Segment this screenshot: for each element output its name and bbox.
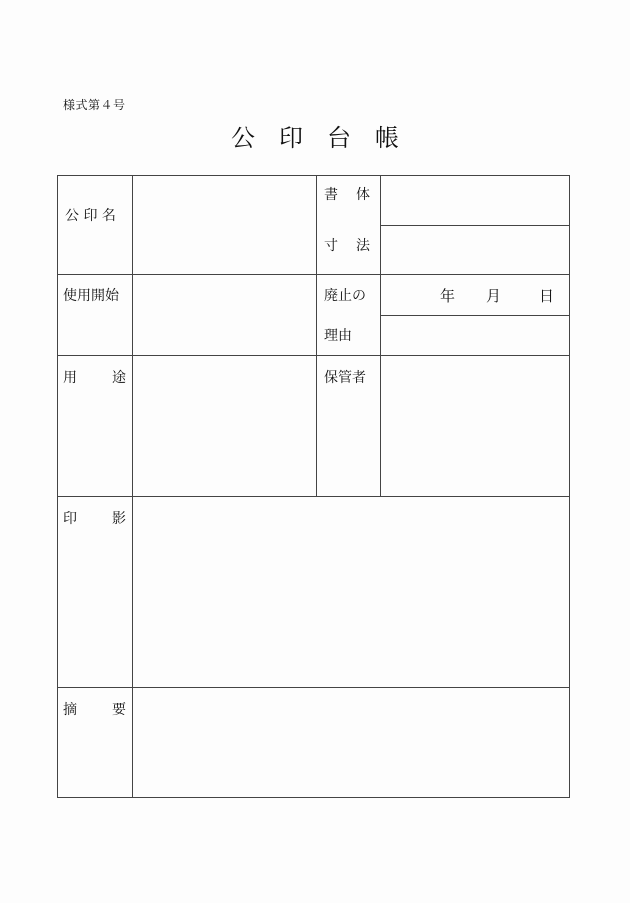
seal-name-label: 公 印 名 <box>65 208 116 224</box>
remarks-label <box>63 702 126 718</box>
typeface-label-char: 体 <box>356 187 370 203</box>
purpose-label-char: 用 <box>63 370 77 386</box>
row-divider <box>57 355 570 356</box>
page-title <box>0 118 630 153</box>
custodian-label: 保管者 <box>324 370 366 386</box>
table-border-right <box>569 175 570 798</box>
seal-impression-label <box>63 511 126 527</box>
title-char: 台 <box>327 124 351 152</box>
remarks-label-char: 摘 <box>63 702 77 718</box>
seal-impression-label-char: 印 <box>63 511 77 527</box>
size-label-char: 法 <box>356 238 370 254</box>
abolition-reason-label-line2: 理由 <box>324 328 352 344</box>
seal-impression-label-char: 影 <box>112 511 126 527</box>
size-label-char: 寸 <box>324 238 338 254</box>
date-year-label: 年 <box>440 287 456 305</box>
table-border-bottom <box>57 797 570 798</box>
typeface-label-char: 書 <box>324 187 338 203</box>
date-month-label: 月 <box>486 287 502 305</box>
start-use-label: 使用開始 <box>63 288 119 304</box>
row-divider <box>380 225 570 226</box>
remarks-label-char: 要 <box>112 702 126 718</box>
column-divider <box>380 175 381 496</box>
size-label <box>324 238 370 254</box>
form-number: 様式第４号 <box>63 98 126 112</box>
row-divider <box>57 274 570 275</box>
seal-register-table <box>57 175 569 797</box>
title-char: 印 <box>279 124 303 152</box>
abolition-reason-label-line1: 廃止の <box>324 288 366 304</box>
typeface-label <box>324 187 370 203</box>
date-day-label: 日 <box>539 287 555 305</box>
table-border-top <box>57 175 570 176</box>
row-divider <box>57 496 570 497</box>
purpose-label-char: 途 <box>112 370 126 386</box>
title-char: 帳 <box>375 124 399 152</box>
column-divider <box>132 175 133 798</box>
title-char: 公 <box>231 124 255 152</box>
column-divider <box>316 175 317 496</box>
purpose-label <box>63 370 126 386</box>
row-divider <box>380 315 570 316</box>
row-divider <box>57 687 570 688</box>
table-border-left <box>57 175 58 798</box>
